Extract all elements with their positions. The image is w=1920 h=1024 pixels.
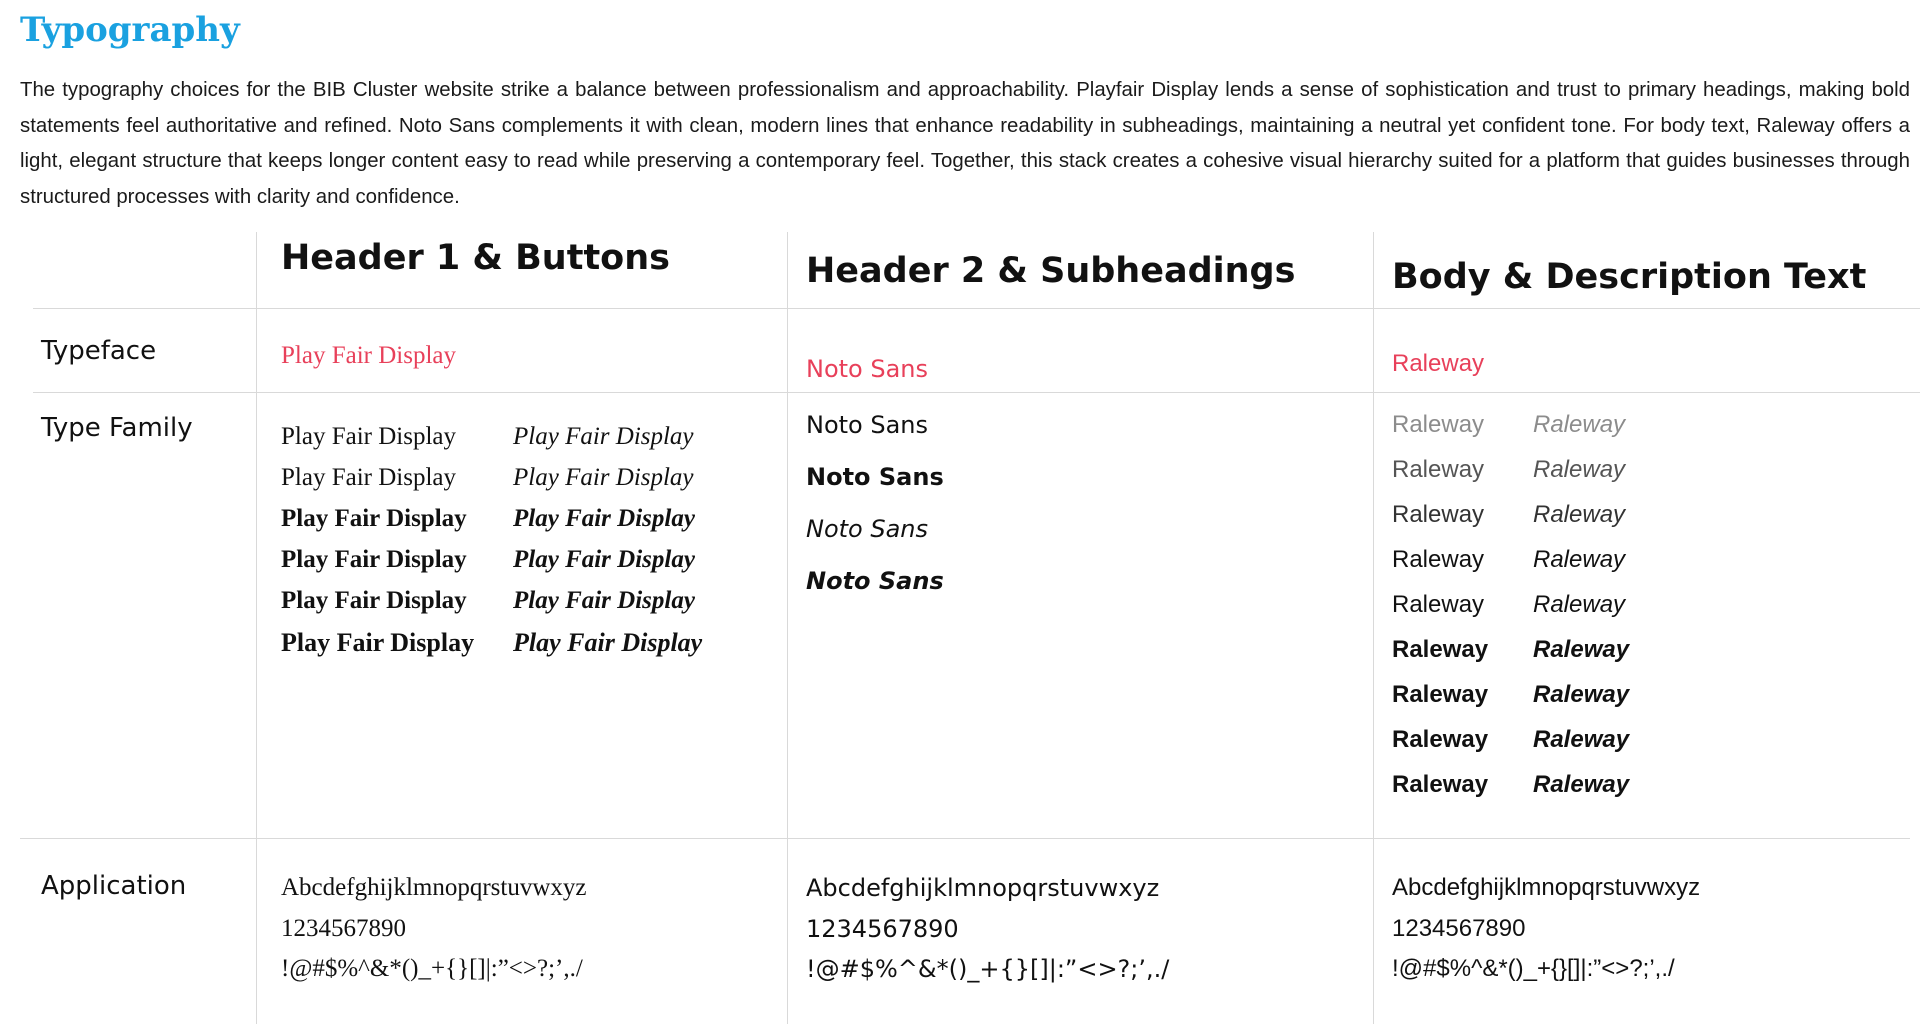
application-digits: 1234567890 (281, 914, 406, 942)
playfair-regular: Play Fair Display (281, 423, 456, 450)
raleway-extrabold-italic: Raleway (1533, 726, 1630, 753)
raleway-black-italic: Raleway (1533, 771, 1630, 798)
application-digits: 1234567890 (806, 914, 959, 943)
raleway-medium: Raleway (1392, 591, 1485, 618)
application-lowercase: Abcdefghijklmnopqrstuvwxyz (1392, 874, 1701, 901)
playfair-bold-italic: Play Fair Display (513, 546, 695, 573)
application-symbols: !@#$%^&*()_+{}[]|:”<>?;’,./ (806, 955, 1170, 983)
raleway-extralight-italic: Raleway (1533, 456, 1626, 483)
noto-bold: Noto Sans (806, 463, 944, 491)
raleway-regular-italic: Raleway (1533, 546, 1626, 573)
column-divider (256, 232, 257, 1024)
column-divider (787, 232, 788, 1024)
noto-bold-italic: Noto Sans (806, 567, 944, 595)
application-noto (806, 868, 1169, 990)
playfair-black-italic: Play Fair Display (513, 628, 703, 657)
row-divider (33, 392, 1920, 393)
application-playfair (281, 868, 587, 990)
application-digits: 1234567890 (1392, 914, 1526, 942)
application-symbols: !@#$%^&*()_+{}[]|:”<>?;’,./ (1392, 955, 1675, 982)
playfair-medium: Play Fair Display (281, 464, 456, 491)
raleway-regular: Raleway (1392, 546, 1485, 573)
playfair-medium-italic: Play Fair Display (513, 464, 694, 491)
playfair-extrabold-italic: Play Fair Display (513, 587, 695, 614)
raleway-medium-italic: Raleway (1533, 591, 1626, 618)
typeface-playfair: Play Fair Display (281, 342, 456, 369)
playfair-bold: Play Fair Display (281, 546, 467, 573)
raleway-extralight: Raleway (1392, 456, 1485, 483)
row-divider (33, 308, 1920, 309)
noto-italic: Noto Sans (806, 515, 929, 543)
raleway-light: Raleway (1392, 501, 1485, 528)
raleway-bold-italic: Raleway (1533, 681, 1630, 708)
raleway-light-italic: Raleway (1533, 501, 1626, 528)
raleway-extrabold: Raleway (1392, 726, 1489, 753)
typeface-noto: Noto Sans (806, 355, 929, 383)
raleway-bold: Raleway (1392, 681, 1489, 708)
noto-regular: Noto Sans (806, 411, 929, 439)
playfair-italic: Play Fair Display (513, 423, 694, 450)
intro-paragraph: The typography choices for the BIB Cluster website strike a balance between professionalism and approachability. Playfair Display lends a sense of sophistication and trust to primary headings, making bold statements feel authoritative and refined. Noto Sans complements it with clean, modern lines that enhance readability in subheadings, maintaining a neutral yet confident tone. For body text, Raleway offers a light, elegant structure that keeps longer content easy to read while preserving a contemporary feel. Together, this stack creates a cohesive visual hierarchy suited for a platform that guides businesses through structured processes with clarity and confidence. (20, 79, 1910, 208)
row-label-application: Application (41, 871, 187, 901)
application-raleway (1392, 868, 1700, 990)
playfair-black: Play Fair Display (281, 628, 475, 657)
typeface-raleway: Raleway (1392, 350, 1485, 377)
row-divider (20, 838, 1910, 839)
application-symbols: !@#$%^&*()_+{}[]|:”<>?;’,./ (281, 955, 583, 982)
column-header-header2: Header 2 & Subheadings (806, 251, 1296, 291)
row-label-typeface: Typeface (41, 336, 157, 366)
page-title: Typography (20, 10, 240, 50)
raleway-black: Raleway (1392, 771, 1489, 798)
column-header-header1: Header 1 & Buttons (281, 238, 670, 278)
raleway-thin: Raleway (1392, 411, 1485, 438)
row-label-type-family: Type Family (41, 413, 193, 443)
column-header-body: Body & Description Text (1392, 257, 1867, 297)
playfair-semibold-italic: Play Fair Display (513, 505, 695, 532)
raleway-semibold: Raleway (1392, 636, 1489, 663)
playfair-semibold: Play Fair Display (281, 505, 467, 532)
application-lowercase: Abcdefghijklmnopqrstuvwxyz (806, 874, 1160, 902)
raleway-semibold-italic: Raleway (1533, 636, 1630, 663)
column-divider (1373, 232, 1374, 1024)
application-lowercase: Abcdefghijklmnopqrstuvwxyz (281, 874, 587, 901)
playfair-extrabold: Play Fair Display (281, 587, 467, 614)
raleway-thin-italic: Raleway (1533, 411, 1626, 438)
